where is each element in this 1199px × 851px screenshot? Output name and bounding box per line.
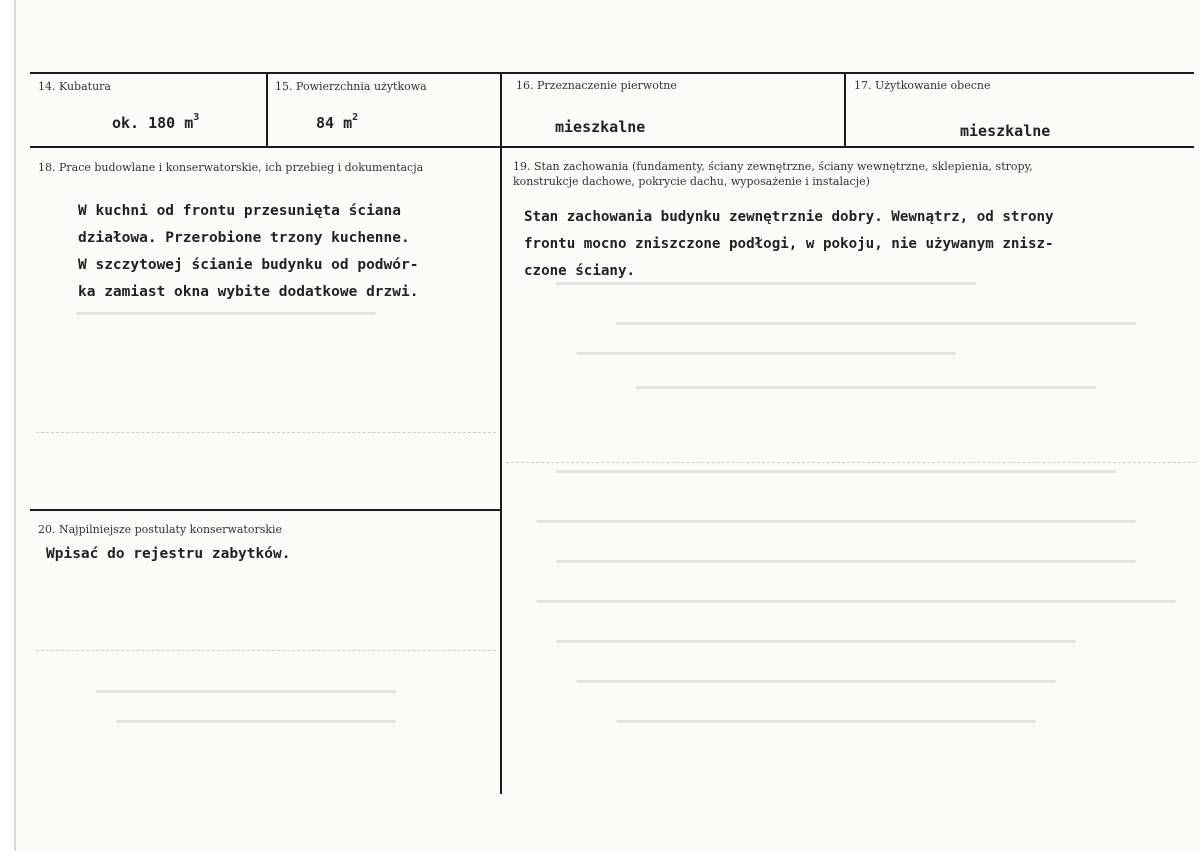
prace-line: W kuchni od frontu przesunięta ściana [78, 203, 402, 219]
powierzchnia-value [316, 114, 358, 132]
bleed-mark [556, 640, 1076, 643]
kubatura-unit-sup: 3 [193, 112, 200, 123]
stan-line: Stan zachowania budynku zewnętrznie dobry. Wewnątrz, od strony [524, 209, 1054, 225]
prace-line: ka zamiast okna wybite dodatkowe drzwi. [78, 284, 419, 300]
bleed-mark [536, 600, 1176, 603]
col-divider-3 [844, 72, 846, 148]
powierzchnia-label: 15. Powierzchnia użytkowa [275, 80, 427, 93]
stan-text [524, 204, 1054, 285]
bleed-dashed-line [36, 650, 496, 651]
stan-label-line2: konstrukcje dachowe, pokrycie dachu, wyposażenie i instalacje) [513, 175, 870, 188]
row-divider [30, 146, 1194, 148]
col-divider-2 [500, 72, 502, 794]
powierzchnia-unit-sup: 2 [352, 112, 359, 123]
bleed-mark [576, 352, 956, 355]
postulaty-value: Wpisać do rejestru zabytków. [46, 546, 291, 562]
kubatura-label: 14. Kubatura [38, 80, 111, 93]
bleed-mark [556, 470, 1116, 473]
bleed-mark [96, 690, 396, 693]
bleed-dashed-line [36, 432, 496, 433]
top-rule [30, 72, 1194, 74]
stan-line: frontu mocno zniszczone podłogi, w pokoju, nie używanym znisz- [524, 236, 1054, 252]
bleed-mark [116, 720, 396, 723]
przeznaczenie-label: 16. Przeznaczenie pierwotne [516, 79, 677, 92]
col-divider-1 [266, 72, 268, 148]
bleed-mark [616, 720, 1036, 723]
bleed-dashed-line [506, 462, 1196, 463]
powierzchnia-value-text: 84 m [316, 114, 353, 132]
bleed-mark [556, 560, 1136, 563]
stan-line: czone ściany. [524, 263, 636, 279]
uzytkowanie-label: 17. Użytkowanie obecne [854, 79, 991, 92]
przeznaczenie-value: mieszkalne [555, 118, 646, 136]
bleed-mark [76, 312, 376, 315]
postulaty-label: 20. Najpilniejsze postulaty konserwatorskie [38, 523, 283, 536]
bleed-mark [536, 520, 1136, 523]
stan-label-line1: 19. Stan zachowania (fundamenty, ściany zewnętrzne, ściany wewnętrzne, sklepienia, stropy, [513, 160, 1033, 173]
bleed-mark [616, 322, 1136, 325]
prace-line: W szczytowej ścianie budynku od podwór- [78, 257, 419, 273]
kubatura-value-text: ok. 180 m [112, 114, 194, 132]
left-section-divider [30, 509, 502, 511]
prace-line: działowa. Przerobione trzony kuchenne. [78, 230, 410, 246]
prace-label: 18. Prace budowlane i konserwatorskie, ich przebieg i dokumentacja [38, 161, 424, 174]
bleed-mark [576, 680, 1056, 683]
bleed-mark [636, 386, 1096, 389]
prace-text [78, 198, 418, 306]
kubatura-value [112, 114, 199, 132]
record-card [14, 0, 1199, 851]
uzytkowanie-value: mieszkalne [960, 122, 1051, 140]
